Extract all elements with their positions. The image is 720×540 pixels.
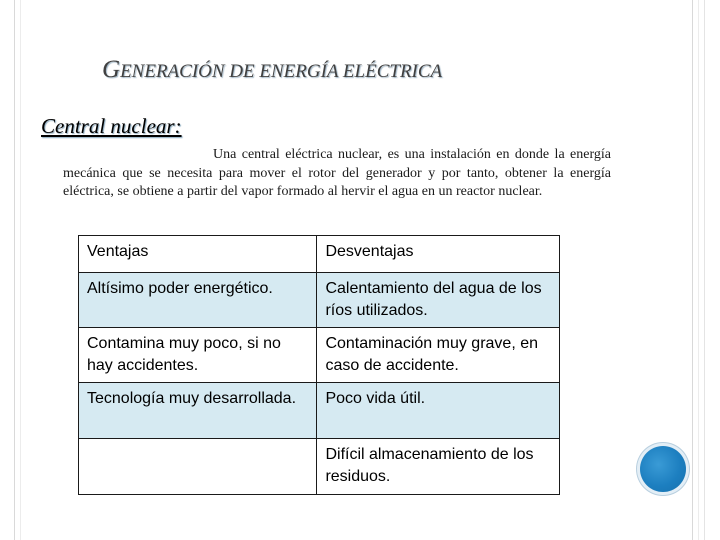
table-row [79,439,560,495]
title-first-letter: G [102,56,121,83]
table-row [79,328,560,383]
left-border-line [14,0,15,540]
table-cell: Contamina muy poco, si no hay accidentes. [79,328,317,383]
description-paragraph: Una central eléctrica nuclear, es una instalación en donde la energía mecánica que se necesita para mover el rotor del generador y por tanto, obtener la energía eléctrica, se obtiene a partir del vapor formado al hervir el agua en un reactor nuclear. [63,147,611,199]
left-border-line-inner [20,0,21,540]
table-header-row [79,236,560,273]
header-ventajas: Ventajas [79,236,317,273]
section-subtitle: Central nuclear: [41,114,182,138]
slide-title [102,56,442,84]
decorative-circle-icon [640,446,686,492]
table-cell: Difícil almacenamiento de los residuos. [317,439,560,495]
header-desventajas: Desventajas [317,236,560,273]
table-cell: Altísimo poder energético. [79,273,317,328]
right-border-line-middle [698,0,699,540]
table-cell: Tecnología muy desarrollada. [79,383,317,439]
right-border-line-outer [704,0,705,540]
table-cell: Contaminación muy grave, en caso de accidente. [317,328,560,383]
table-row [79,273,560,328]
title-rest: ENERACIÓN DE ENERGÍA ELÉCTRICA [120,61,443,82]
table-cell: Calentamiento del agua de los ríos utilizados. [317,273,560,328]
table-row [79,383,560,439]
pros-cons-table [78,235,560,495]
table-cell [79,439,317,495]
table-cell: Poco vida útil. [317,383,560,439]
right-border-line [692,0,693,540]
